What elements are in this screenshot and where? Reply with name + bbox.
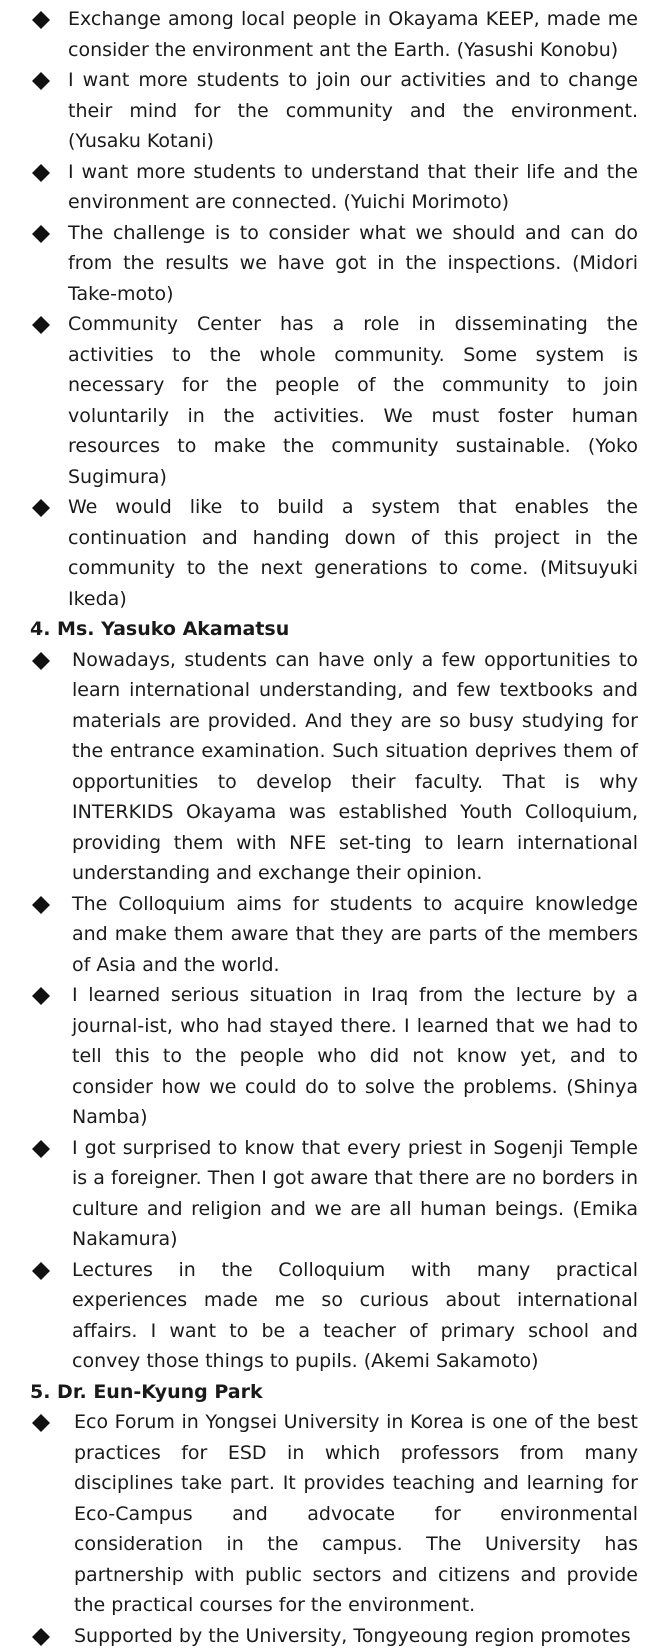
diamond-bullet-icon	[32, 987, 50, 1005]
list-item	[30, 1407, 638, 1621]
bullet-text: We would like to build a system that enables the continuation and handing down of this project in the community to the next generations to come. (Mitsuyuki Ikeda)	[68, 496, 638, 610]
list-item	[30, 65, 638, 157]
list-item	[30, 645, 638, 889]
bullet-text: I want more students to join our activities and to change their mind for the community and the environment. (Yusaku Kotani)	[68, 69, 638, 152]
section-heading-5: 5. Dr. Eun-Kyung Park	[30, 1377, 638, 1408]
diamond-bullet-icon	[32, 896, 50, 914]
bullet-text: Community Center has a role in disseminating the activities to the whole community. Some system is necessary for the people of the community to join voluntarily in the activities. We must foster human resources to make the community sustainable. (Yoko Sugimura)	[68, 313, 638, 488]
list-item	[30, 492, 638, 614]
list-item	[30, 218, 638, 310]
list-item	[30, 309, 638, 492]
bullet-text: Nowadays, students can have only a few opportunities to learn international understanding, and few textbooks and materials are provided. And they are so busy studying for the entrance examination. Such situation deprives them of opportunities to develop their faculty. That is why INTERKIDS Okayama was established Youth Colloquium, providing them with NFE set-ting to learn international understanding and exchange their opinion.	[72, 649, 638, 885]
comment-list-continued	[30, 4, 638, 614]
bullet-text: Exchange among local people in Okayama KEEP, made me consider the environment ant the Earth. (Yasushi Konobu)	[68, 8, 638, 61]
bullet-text: The Colloquium aims for students to acquire knowledge and make them aware that they are parts of the members of Asia and the world.	[72, 893, 638, 976]
comment-list-section-5	[30, 1407, 638, 1651]
list-item	[30, 1133, 638, 1255]
diamond-bullet-icon	[32, 11, 50, 29]
list-item	[30, 889, 638, 981]
diamond-bullet-icon	[32, 652, 50, 670]
list-item	[30, 980, 638, 1133]
bullet-text: I learned serious situation in Iraq from the lecture by a journal-ist, who had stayed there. I learned that we had to tell this to the people who did not know yet, and to consider how we could do to solve the problems. (Shinya Namba)	[72, 984, 638, 1128]
bullet-text: I want more students to understand that their life and the environment are connected. (Yuichi Morimoto)	[68, 161, 638, 214]
comment-list-section-4	[30, 645, 638, 1377]
diamond-bullet-icon	[32, 72, 50, 90]
bullet-text: I got surprised to know that every priest in Sogenji Temple is a foreigner. Then I got aware that there are no borders in culture and religion and we are all human beings. (Emika Nakamura)	[72, 1137, 638, 1251]
bullet-text: Eco Forum in Yongsei University in Korea is one of the best practices for ESD in which professors from many disciplines take part. It provides teaching and learning for Eco-Campus and advocate for environmental consideration in the campus. The University has partnership with public sectors and citizens and provide the practical courses for the environment.	[74, 1411, 638, 1616]
diamond-bullet-icon	[32, 225, 50, 243]
bullet-text: Supported by the University, Tongyeoung region promotes	[74, 1625, 631, 1647]
diamond-bullet-icon	[32, 316, 50, 334]
list-item	[30, 4, 638, 65]
diamond-bullet-icon	[32, 1140, 50, 1158]
diamond-bullet-icon	[32, 1262, 50, 1280]
diamond-bullet-icon	[32, 164, 50, 182]
bullet-text: Lectures in the Colloquium with many practical experiences made me so curious about international affairs. I want to be a teacher of primary school and convey those things to pupils. (Akemi Sakamoto)	[72, 1259, 638, 1373]
diamond-bullet-icon	[32, 1628, 50, 1646]
bullet-text: The challenge is to consider what we should and can do from the results we have got in the inspections. (Midori Take-moto)	[68, 222, 638, 305]
list-item	[30, 1255, 638, 1377]
list-item	[30, 1621, 638, 1651]
diamond-bullet-icon	[32, 1414, 50, 1432]
diamond-bullet-icon	[32, 499, 50, 517]
section-heading-4: 4. Ms. Yasuko Akamatsu	[30, 614, 638, 645]
list-item	[30, 157, 638, 218]
